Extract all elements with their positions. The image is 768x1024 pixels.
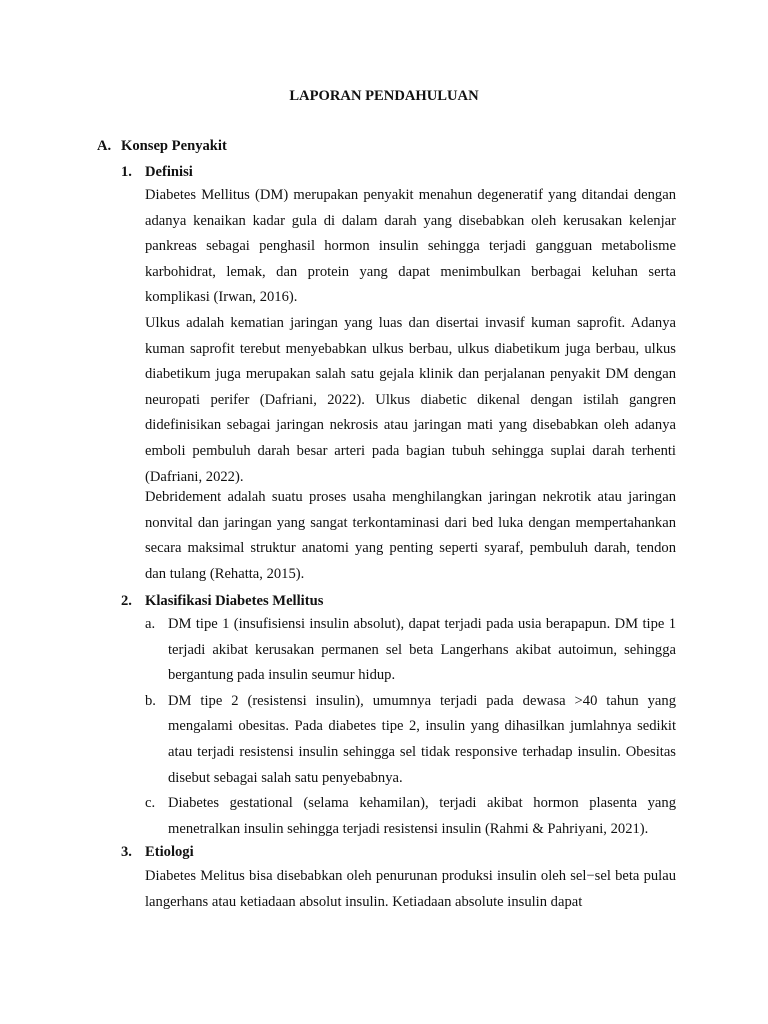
list-item-marker: a.: [145, 616, 156, 632]
list-item-text: DM tipe 2 (resistensi insulin), umumnya terjadi pada dewasa >40 tahun yang mengalami obesitas. Pada diabetes tipe 2, insulin yang dihasilkan jumlahnya sedikit atau terjadi resistensi insulin sehingga sel tidak responsive terhadap insulin. Obesitas disebut sebagai salah satu penyebabnya.: [168, 692, 676, 786]
definisi-paragraph-debridement: Debridement adalah suatu proses usaha menghilangkan jaringan nekrotik atau jaringan nonvital dan jaringan yang sangat terkontaminasi dari bed luka dengan mempertahankan secara maksimal struktur anatomi yang penting seperti syaraf, pembuluh darah, tendon dan tulang (Rehatta, 2015).: [145, 489, 676, 582]
subsection-2-heading: [121, 591, 323, 611]
list-item-marker: c.: [145, 795, 156, 812]
subsection-2-title: Klasifikasi Diabetes Mellitus: [145, 593, 324, 609]
subsection-1-title: Definisi: [145, 164, 193, 180]
list-item: [145, 791, 676, 842]
list-item: [145, 689, 676, 791]
section-a-title: Konsep Penyakit: [121, 138, 227, 154]
list-item-marker: b.: [145, 692, 156, 709]
etiologi-paragraph: Diabetes Melitus bisa disebabkan oleh penurunan produksi insulin oleh sel−sel beta pulau langerhans atau ketiadaan absolut insulin. Ketiadaan absolute insulin dapat: [145, 868, 676, 910]
subsection-3-heading: [121, 842, 194, 862]
page-title: LAPORAN PENDAHULUAN: [289, 88, 479, 104]
subsection-1-heading: [121, 162, 193, 182]
section-a-heading: [97, 136, 227, 156]
list-item-text: Diabetes gestational (selama kehamilan), terjadi akibat hormon plasenta yang menetralkan insulin sehingga terjadi resistensi insulin (Rahmi & Pahriyani, 2021).: [168, 795, 676, 837]
subsection-2-marker: 2.: [121, 593, 132, 609]
klasifikasi-list: [145, 612, 676, 842]
subsection-3-marker: 3.: [121, 844, 132, 860]
list-item-text: DM tipe 1 (insufisiensi insulin absolut), dapat terjadi pada usia berapapun. DM tipe 1 terjadi akibat kerusakan permanen sel beta Langerhans akibat autoimun, sehingga bergantung pada insulin seumur hidup.: [168, 616, 676, 684]
definisi-paragraph-dm: Diabetes Mellitus (DM) merupakan penyakit menahun degeneratif yang ditandai dengan adanya kenaikan kadar gula di dalam darah yang disebabkan oleh kerusakan kelenjar pankreas sebagai penghasil hormon insulin sehingga terjadi gangguan metabolisme karbohidrat, lemak, dan protein yang dapat menimbulkan berbagai keluhan serta komplikasi (Irwan, 2016).: [145, 187, 676, 306]
section-a-marker: A.: [97, 138, 112, 154]
subsection-3-title: Etiologi: [145, 844, 194, 860]
definisi-paragraph-ulkus: Ulkus adalah kematian jaringan yang luas dan disertai invasif kuman saprofit. Adanya kuman saprofit terebut menyebabkan ulkus berbau, ulkus diabetikum juga berbau, ulkus diabetikum juga merupakan salah satu gejala klinik dan perjalanan penyakit DM dengan neuropati perifer (Dafriani, 2022). Ulkus diabetic dikenal dengan istilah gangren didefinisikan sebagai jaringan nekrosis atau jaringan mati yang disebabkan oleh adanya emboli pembuluh darah besar arteri pada bagian tubuh sehingga suplai darah terhenti (Dafriani, 2022).: [145, 315, 676, 485]
list-item: [145, 612, 676, 689]
subsection-1-marker: 1.: [121, 164, 132, 180]
